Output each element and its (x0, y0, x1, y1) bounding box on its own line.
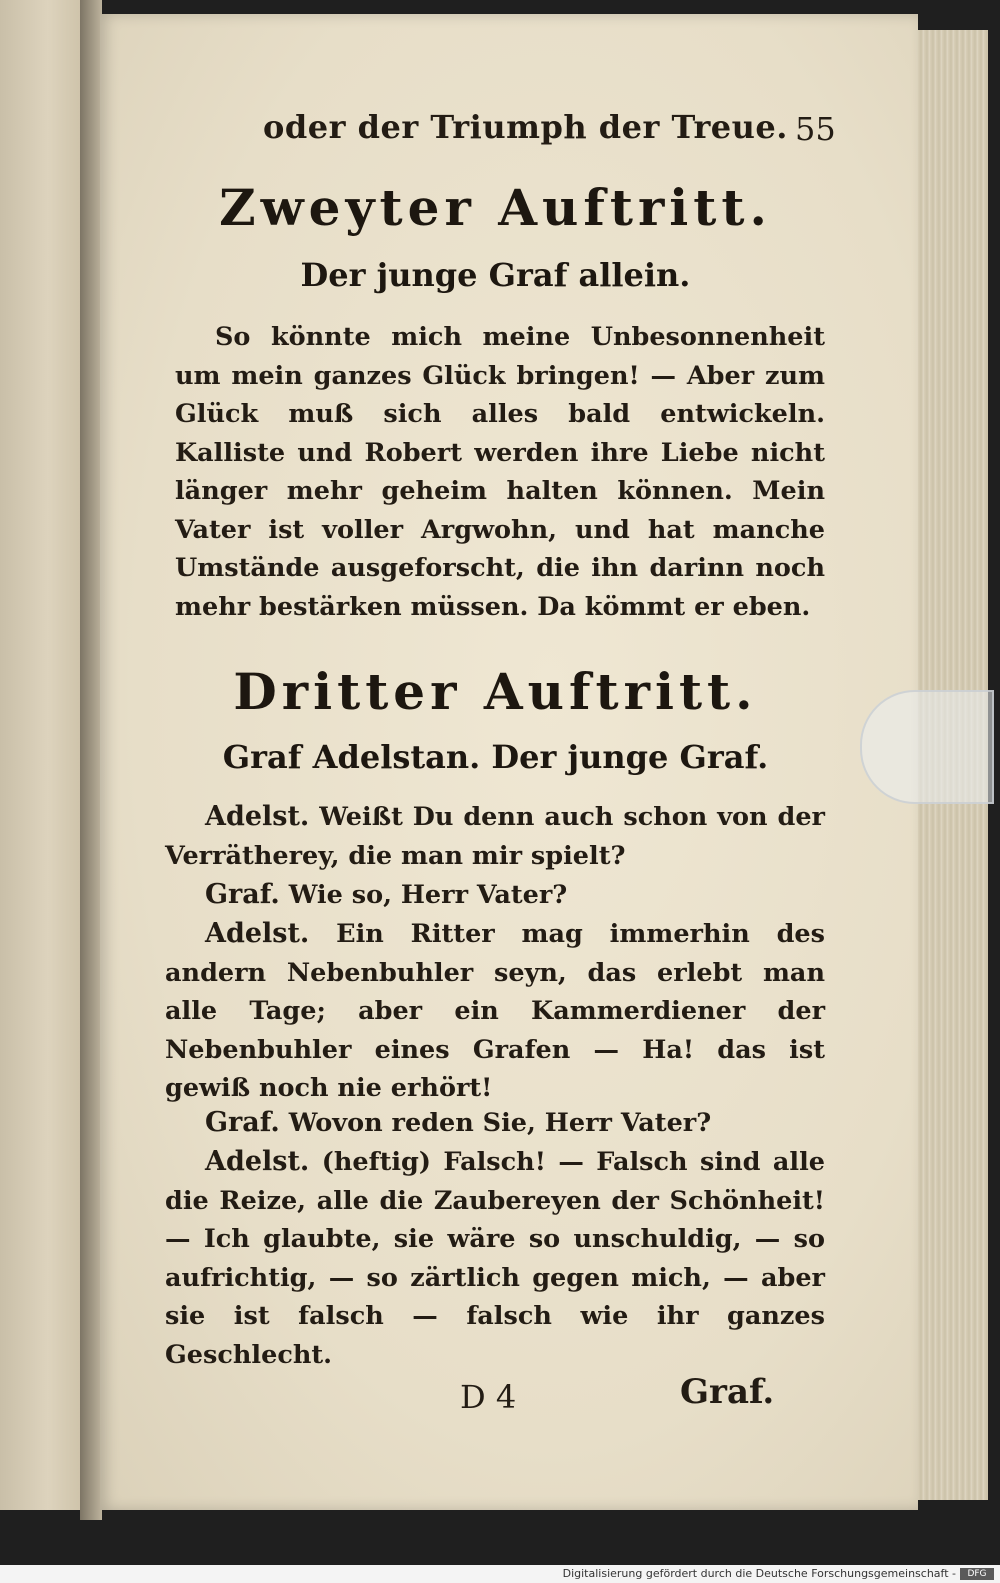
page-number: 55 (795, 110, 836, 148)
dialogue-line (165, 915, 825, 1108)
book-gutter (80, 0, 102, 1520)
page-clip (860, 690, 994, 804)
speaker-name: Adelst. (205, 918, 310, 949)
left-page-edge (0, 0, 82, 1510)
scene-title-3: Dritter Auftritt. (233, 662, 758, 721)
footer-credit: Digitalisierung gefördert durch die Deutsche Forschungsgemeinschaft - (562, 1567, 956, 1580)
speaker-name: Adelst. (205, 1146, 310, 1177)
dialogue-line (165, 876, 825, 915)
speaker-name: Graf. (205, 1107, 280, 1138)
dfg-logo: DFG (960, 1568, 994, 1580)
scene-subtitle-3: Graf Adelstan. Der junge Graf. (222, 738, 769, 776)
speaker-name: Adelst. (205, 801, 310, 832)
scene-title-2: Zweyter Auftritt. (219, 178, 772, 237)
dialogue-line (165, 1143, 825, 1374)
dialogue-text: Ein Ritter mag immerhin des andern Nebenbuhler seyn, das erlebt man alle Tage; aber ein Kammerdiener der Nebenbuhler eines Grafen — Ha! das ist gewiß noch nie erhört! (165, 919, 825, 1103)
dialogue-text: Wovon reden Sie, Herr Vater? (288, 1108, 712, 1138)
scene-subtitle-2: Der junge Graf allein. (300, 256, 691, 294)
scene-2-paragraph: So könnte mich meine Unbesonnenheit um mein ganzes Glück bringen! — Aber zum Glück muß sich alles bald entwickeln. Kalliste und Robert werden ihre Liebe nicht länger mehr geheim halten können. Mein Vater ist voller Argwohn, und hat manche Umstände ausgeforscht, die ihn darinn noch mehr bestärken müssen. Da kömmt er eben. (175, 322, 825, 622)
signature-mark: D 4 (460, 1378, 517, 1416)
running-head: oder der Triumph der Treue. (263, 108, 788, 146)
dialogue-line (165, 798, 825, 875)
footer-bar (0, 1565, 1000, 1583)
speaker-name: Graf. (205, 879, 280, 910)
dialogue-text: Wie so, Herr Vater? (288, 880, 568, 910)
catchword: Graf. (680, 1372, 775, 1412)
dialogue-text: Weißt Du denn auch schon von der Verrätherey, die man mir spielt? (165, 802, 825, 871)
dialogue-line (165, 1104, 825, 1143)
dialogue-text: (heftig) Falsch! — Falsch sind alle die Reize, alle die Zaubereyen der Schönheit! — Ich glaubte, sie wäre so unschuldig, — so aufrichtig, — so zärtlich gegen mich, — aber sie ist falsch — falsch wie ihr ganzes Geschlecht. (165, 1147, 825, 1370)
